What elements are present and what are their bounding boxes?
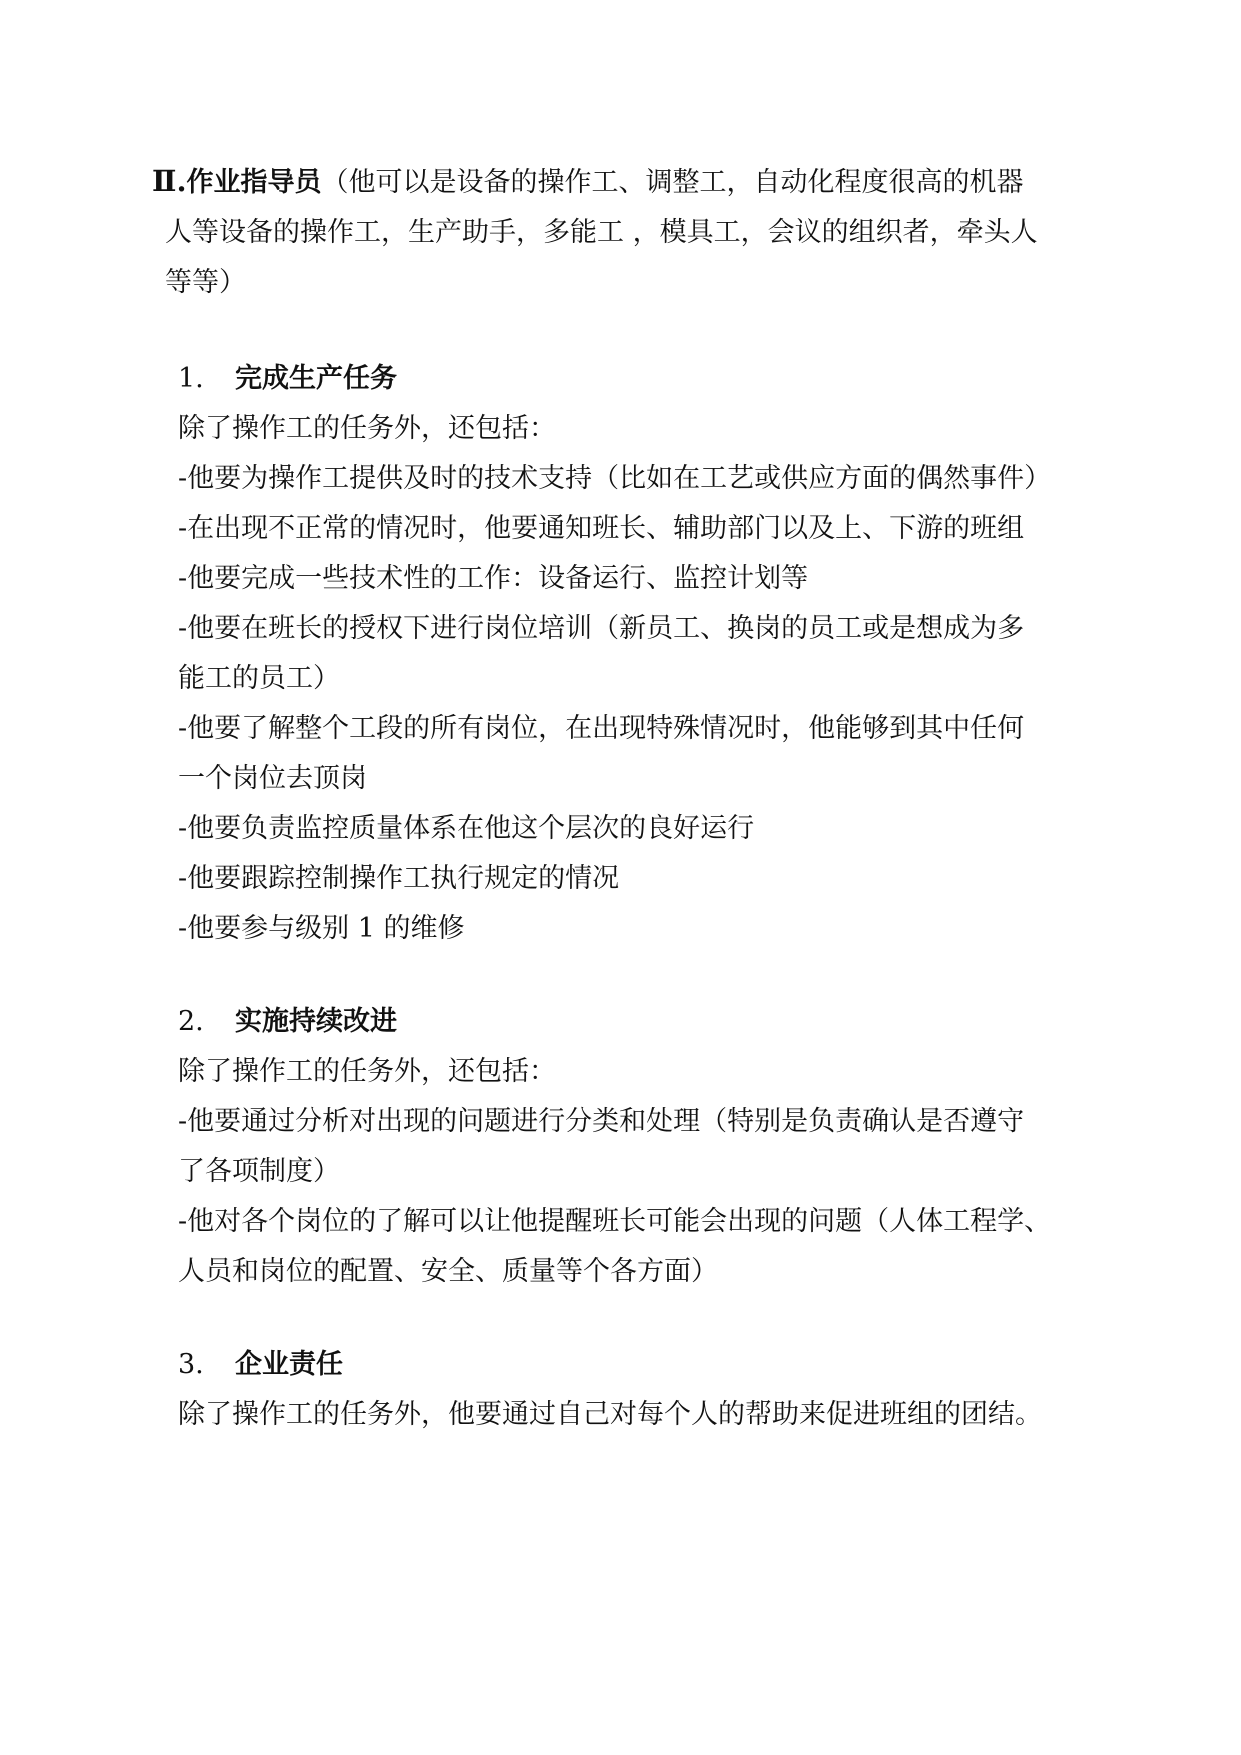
paragraph-line: -他要了解整个工段的所有岗位，在出现特殊情况时，他能够到其中任何 bbox=[178, 713, 1025, 744]
paragraph-line: -他要参与级别 1 的维修 bbox=[178, 913, 465, 944]
paragraph-line: 人员和岗位的配置、安全、质量等个各方面） bbox=[178, 1256, 718, 1287]
heading-line: 人等设备的操作工，生产助手，多能工 ，模具工，会议的组织者，牵头人 bbox=[165, 217, 1038, 248]
paragraph-line: -他对各个岗位的了解可以让他提醒班长可能会出现的问题（人体工程学、 bbox=[178, 1206, 1052, 1237]
heading-line: 等等） bbox=[165, 267, 246, 298]
paragraph-line: 除了操作工的任务外，还包括： bbox=[178, 413, 556, 444]
section-title: 实施持续改进 bbox=[235, 1006, 397, 1037]
paragraph-line: -他要跟踪控制操作工执行规定的情况 bbox=[178, 863, 620, 894]
paragraph-line: 了各项制度） bbox=[178, 1156, 340, 1187]
section-corporate-responsibility bbox=[178, 1340, 1138, 1440]
paragraph-line: -他要为操作工提供及时的技术支持（比如在工艺或供应方面的偶然事件） bbox=[178, 463, 1052, 494]
paragraph-line: 能工的员工） bbox=[178, 663, 340, 694]
heading-title: 作业指导员 bbox=[186, 167, 322, 198]
section-title: 企业责任 bbox=[235, 1349, 343, 1380]
section-heading bbox=[178, 354, 1138, 404]
paragraph-line: -他要完成一些技术性的工作：设备运行、监控计划等 bbox=[178, 563, 809, 594]
paragraph-line: -他要在班长的授权下进行岗位培训（新员工、换岗的员工或是想成为多 bbox=[178, 613, 1025, 644]
section-number: 1. bbox=[178, 363, 204, 394]
heading-roman-numeral: Ⅱ. bbox=[152, 164, 187, 198]
section-heading bbox=[178, 997, 1138, 1047]
paragraph-line: 除了操作工的任务外，他要通过自己对每个人的帮助来促进班组的团结。 bbox=[178, 1399, 1042, 1430]
paragraph-line: -他要负责监控质量体系在他这个层次的良好运行 bbox=[178, 813, 755, 844]
section-complete-production-tasks bbox=[178, 354, 1138, 954]
paragraph-line: 一个岗位去顶岗 bbox=[178, 763, 367, 794]
paragraph-line: -在出现不正常的情况时，他要通知班长、辅助部门以及上、下游的班组 bbox=[178, 513, 1025, 544]
section-number: 2. bbox=[178, 1006, 204, 1037]
paragraph-line: 除了操作工的任务外，还包括： bbox=[178, 1056, 556, 1087]
section-title: 完成生产任务 bbox=[235, 363, 397, 394]
paragraph-line: -他要通过分析对出现的问题进行分类和处理（特别是负责确认是否遵守 bbox=[178, 1106, 1025, 1137]
heading-line: （他可以是设备的操作工、调整工，自动化程度很高的机器 bbox=[321, 167, 1024, 198]
section-continuous-improvement bbox=[178, 997, 1138, 1297]
section-heading bbox=[178, 1340, 1138, 1390]
section-number: 3. bbox=[178, 1349, 204, 1380]
main-heading bbox=[152, 156, 1112, 308]
